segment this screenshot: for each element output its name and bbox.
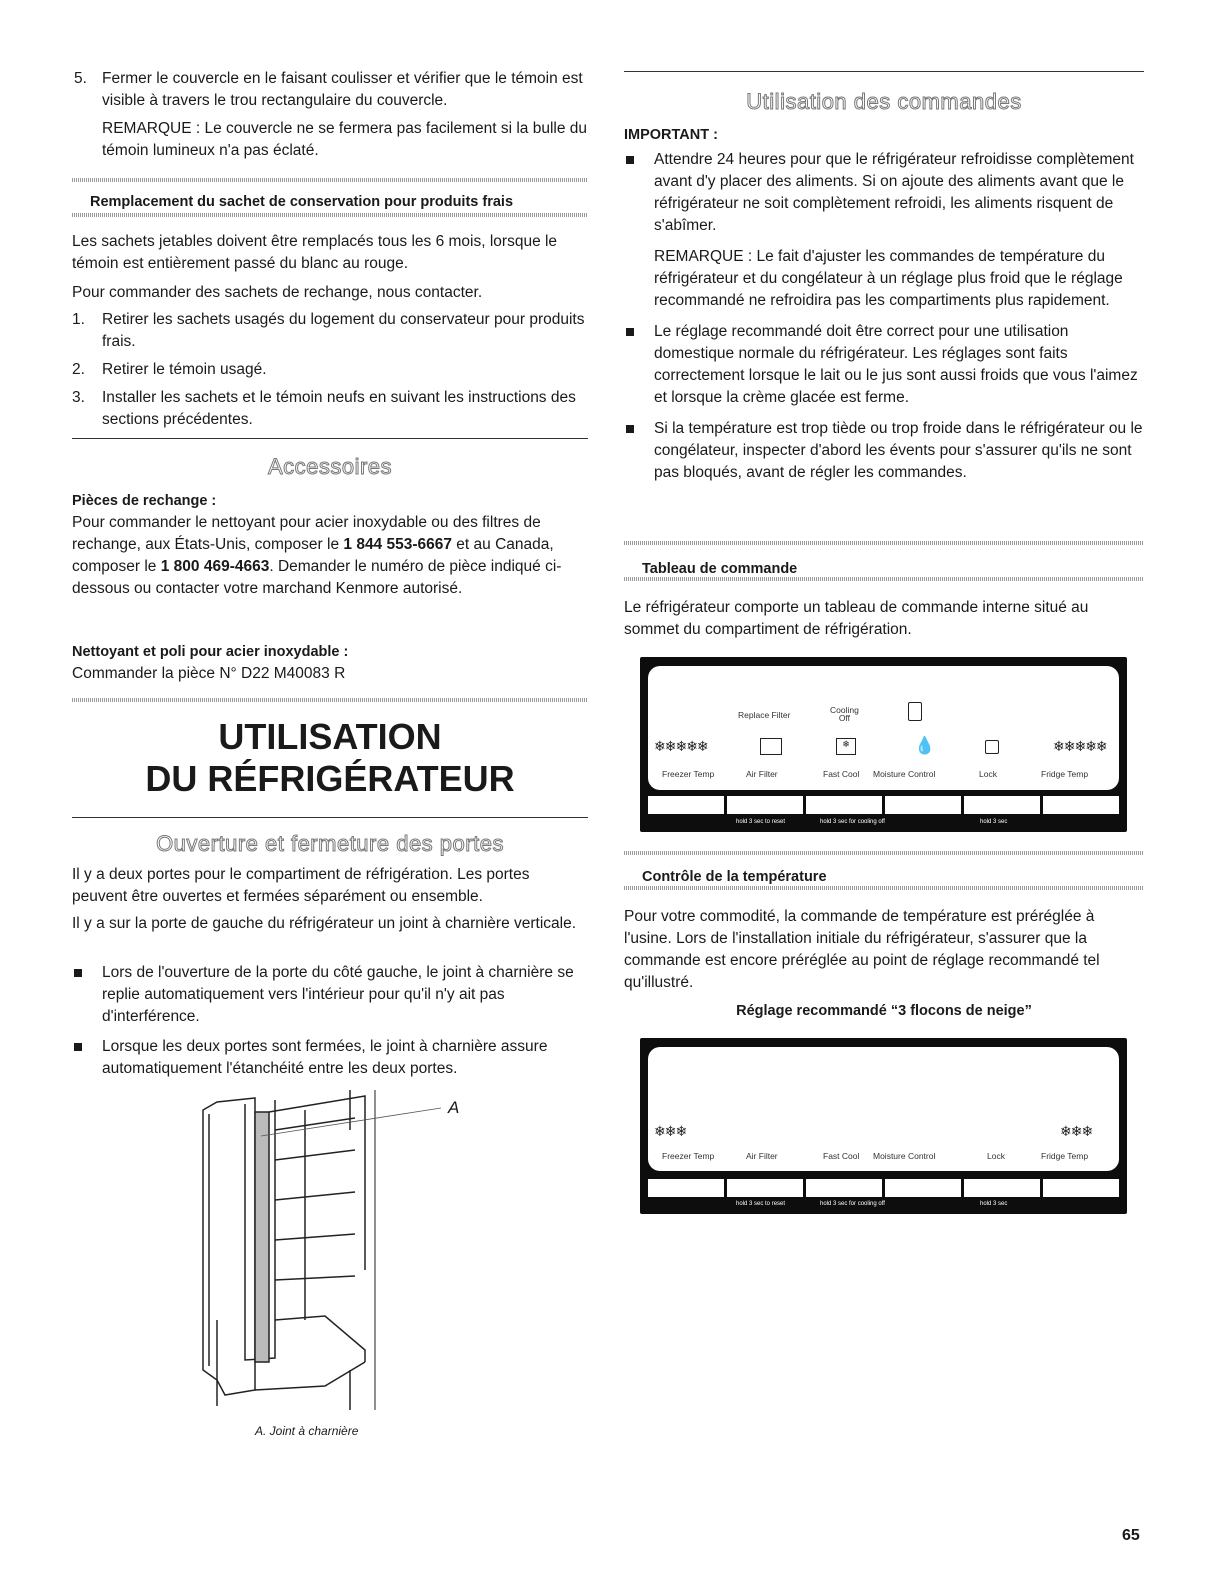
replace-heading: Remplacement du sachet de conservation pour produits frais	[90, 194, 514, 210]
fridge-temp-button[interactable]	[1043, 1179, 1119, 1197]
panel-label: Fridge Temp	[1041, 769, 1089, 779]
panel-label: Lock	[979, 769, 997, 779]
list-item	[72, 309, 588, 353]
parts-paragraph: Pour commander le nettoyant pour acier inoxydable ou des filtres de rechange, aux États-Unis, composer le 1 844 553-6667 et au Canada, composer le 1 800 469-4663. Demander le numéro de pièce indiqué ci-dessous ou contacter votre marchand Kenmore autorisé.	[72, 514, 562, 597]
cleaner-heading: Nettoyant et poli pour acier inoxydable :	[72, 644, 349, 660]
main-title-line1: UTILISATION	[218, 716, 442, 757]
bullet-text: Le réglage recommandé doit être correct pour une utilisation domestique normale du réfrigérateur. Les réglages sont faits correctement lorsque le lait ou le jus sont aussi froids que vous l'aimez et lorsque la crème glacée est ferme.	[654, 323, 1138, 406]
air-filter-button[interactable]	[727, 796, 803, 814]
panel-text: Le réfrigérateur comporte un tableau de commande interne situé au sommet du compartiment de réfrigération.	[624, 599, 1089, 638]
fridge-temp-button[interactable]	[1043, 796, 1119, 814]
freezer-snowflakes: ❄❄❄❄❄	[654, 738, 708, 754]
bullet-icon	[74, 1043, 82, 1051]
replace-paragraph: Les sachets jetables doivent être remplacés tous les 6 mois, lorsque le témoin est entièrement passé du blanc au rouge.	[72, 233, 558, 272]
step-text: Fermer le couvercle en le faisant coulisser et vérifier que le témoin est visible à travers le trou rectangulaire du couvercle.	[102, 70, 583, 109]
bullet-text: Si la température est trop tiède ou trop froide dans le réfrigérateur ou le congélateur, inspecter d'abord les évents pour s'assurer qu'ils ne sont pas bloqués, avant de régler les commandes.	[654, 420, 1143, 481]
list-item	[72, 359, 588, 381]
bullet-icon	[626, 156, 634, 164]
step-text: Installer les sachets et le témoin neufs en suivant les instructions des sections précédentes.	[102, 389, 576, 428]
fast-cool-button[interactable]	[806, 1179, 882, 1197]
step-number: 1.	[72, 311, 85, 328]
panel-display	[648, 1047, 1119, 1171]
doors-paragraph-2: Il y a sur la porte de gauche du réfrigérateur un joint à charnière verticale.	[72, 915, 577, 932]
list-item	[72, 387, 588, 431]
air-filter-icon	[760, 738, 782, 755]
moisture-control-button[interactable]	[885, 796, 961, 814]
step-number: 3.	[72, 389, 85, 406]
panel-label: Air Filter	[746, 769, 778, 779]
panel-label: Fast Cool	[823, 1151, 860, 1161]
list-item	[624, 149, 1144, 312]
panel-label: Freezer Temp	[662, 1151, 715, 1161]
step-5	[72, 68, 618, 162]
temp-text: Pour votre commodité, la commande de température est préréglée à l'usine. Lors de l'installation initiale du réfrigérateur, s'assurer que la commande est encore préréglée au point de réglage recommandé tel qu'illustré.	[624, 908, 1100, 991]
bullet-icon	[626, 425, 634, 433]
callout-line	[261, 1108, 441, 1136]
panel-label: Fridge Temp	[1041, 1151, 1089, 1161]
panel-label: Freezer Temp	[662, 769, 715, 779]
note: REMARQUE : Le fait d'ajuster les commandes de température du réfrigérateur et du congélateur à un réglage plus froid que le réglage recommandé ne refroidira pas les compartiments plus rapidement.	[654, 248, 1123, 309]
divider	[624, 886, 1144, 890]
doors-bullets	[72, 962, 588, 1080]
list-item	[624, 418, 1144, 484]
temp-heading: Contrôle de la température	[642, 869, 827, 885]
step-text: Retirer le témoin usagé.	[102, 361, 267, 378]
divider	[624, 851, 1144, 855]
section-rule	[72, 438, 588, 439]
replace-filter-label: Replace Filter	[738, 710, 791, 720]
list-item	[72, 1036, 588, 1080]
hold-reset-label: hold 3 sec to reset	[736, 819, 786, 825]
divider	[72, 698, 588, 702]
replace-paragraph-2: Pour commander des sachets de rechange, nous contacter.	[72, 284, 483, 301]
step-number: 2.	[72, 361, 85, 378]
hold-lock-label: hold 3 sec	[980, 1201, 1008, 1207]
fridge-snowflakes: ❄❄❄❄❄	[1053, 738, 1107, 754]
divider	[72, 178, 588, 182]
divider	[72, 213, 588, 217]
panel-label: Lock	[987, 1151, 1005, 1161]
figure-letter: A	[448, 1098, 460, 1117]
panel-display	[648, 666, 1119, 790]
cleaner-text: Commander la pièce N° D22 M40083 R	[72, 665, 346, 682]
divider	[624, 577, 1144, 581]
door-icon	[908, 702, 922, 721]
accessories-title: Accessoires	[267, 454, 393, 479]
parts-heading: Pièces de rechange :	[72, 493, 217, 509]
hold-lock-label: hold 3 sec	[980, 819, 1008, 825]
recommended-control-panel	[640, 1038, 1127, 1214]
important-label: IMPORTANT :	[624, 127, 718, 143]
bullet-icon	[626, 328, 634, 336]
divider	[624, 541, 1144, 545]
step-number: 5.	[74, 70, 87, 87]
hold-cooling-label: hold 3 sec for cooling off	[820, 819, 885, 825]
panel-label: Moisture Control	[873, 769, 936, 779]
panel-label: Moisture Control	[873, 1151, 936, 1161]
step-text: Retirer les sachets usagés du logement du conservateur pour produits frais.	[102, 311, 585, 350]
fridge-illustration	[195, 1090, 475, 1410]
doors-paragraph: Il y a deux portes pour le compartiment de réfrigération. Les portes peuvent être ouvertes et fermées séparément ou ensemble.	[72, 866, 530, 905]
cooling-off-label: Cooling Off	[830, 705, 859, 723]
moisture-control-button[interactable]	[885, 1179, 961, 1197]
lock-icon	[985, 740, 999, 754]
freezer-temp-button[interactable]	[648, 1179, 724, 1197]
page-number: 65	[1122, 1527, 1140, 1544]
controls-title: Utilisation des commandes	[746, 89, 1022, 114]
phone-us: 1 844 553-6667	[343, 536, 452, 553]
figure-caption: A. Joint à charnière	[255, 1424, 359, 1438]
hold-reset-label: hold 3 sec to reset	[736, 1201, 786, 1207]
control-panel	[640, 657, 1127, 832]
air-filter-button[interactable]	[727, 1179, 803, 1197]
fast-cool-button[interactable]	[806, 796, 882, 814]
section-rule	[72, 817, 588, 818]
steps-list	[72, 309, 588, 431]
list-item	[624, 321, 1144, 409]
lock-button[interactable]	[964, 796, 1040, 814]
fridge-snowflakes: ❄❄❄	[1060, 1123, 1093, 1139]
freezer-temp-button[interactable]	[648, 796, 724, 814]
main-title-line2: DU RÉFRIGÉRATEUR	[145, 758, 515, 799]
bullet-icon	[74, 969, 82, 977]
bullet-text: Attendre 24 heures pour que le réfrigérateur refroidisse complètement avant d'y placer des aliments. Si on ajoute des aliments avant que le réfrigérateur ne soit complètement refroidi, les aliments risquent de s'abîmer.	[654, 151, 1134, 234]
panel-heading: Tableau de commande	[642, 561, 798, 577]
fast-cool-icon: ❄	[836, 738, 856, 755]
bullet-text: Lors de l'ouverture de la porte du côté gauche, le joint à charnière se replie automatiquement vers l'intérieur pour qu'il n'y ait pas d'interférence.	[102, 964, 574, 1025]
lock-button[interactable]	[964, 1179, 1040, 1197]
moisture-control-icon: 💧	[914, 736, 936, 755]
recommended-label: Réglage recommandé “3 flocons de neige”	[736, 1003, 1032, 1019]
hold-cooling-label: hold 3 sec for cooling off	[820, 1201, 885, 1207]
panel-label: Air Filter	[746, 1151, 778, 1161]
list-item	[72, 962, 588, 1028]
section-rule	[624, 71, 1144, 72]
panel-label: Fast Cool	[823, 769, 860, 779]
freezer-snowflakes: ❄❄❄	[654, 1123, 687, 1139]
important-bullets	[624, 149, 1144, 484]
note: REMARQUE : Le couvercle ne se fermera pas facilement si la bulle du témoin lumineux n'a pas éclaté.	[102, 120, 588, 159]
phone-ca: 1 800 469-4663	[160, 558, 270, 575]
doors-title: Ouverture et fermeture des portes	[156, 831, 504, 856]
bullet-text: Lorsque les deux portes sont fermées, le joint à charnière assure automatiquement l'étanchéité entre les deux portes.	[102, 1038, 548, 1077]
